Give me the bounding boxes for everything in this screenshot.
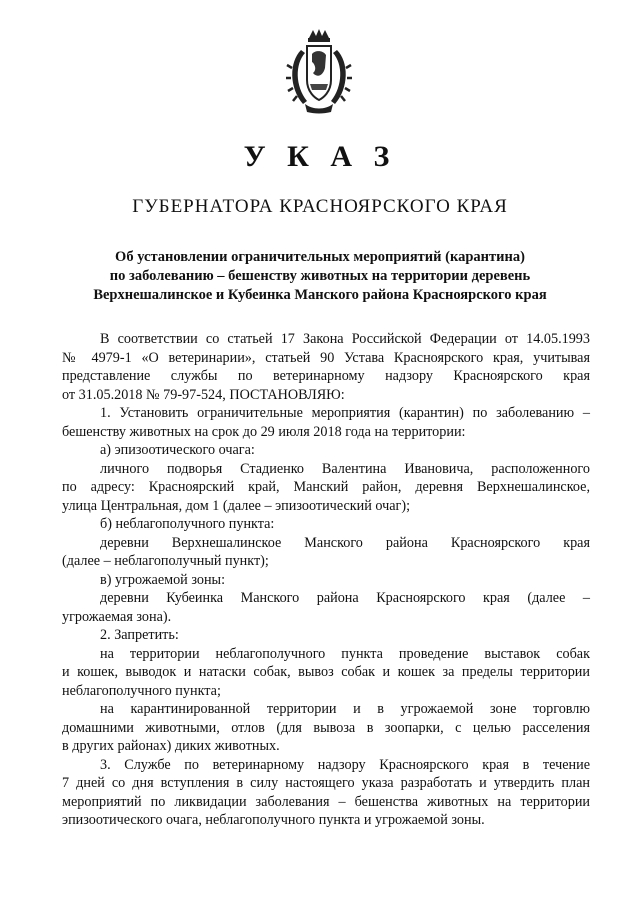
body-line: 7 дней со дня вступления в силу настоящего указа разработать и утвердить план	[62, 775, 590, 791]
body-line: 3. Службе по ветеринарному надзору Красноярского края в течение	[100, 756, 590, 773]
body-line: (далее – неблагополучный пункт);	[62, 553, 269, 569]
document-body	[62, 330, 590, 830]
body-line: домашними животными, отлов (для вывоза в зоопарки, с целью расселения	[62, 719, 590, 736]
document-heading	[60, 248, 580, 305]
heading-line: Об установлении ограничительных мероприятий (карантина)	[115, 249, 525, 265]
body-line: в) угрожаемой зоны:	[100, 571, 226, 588]
body-line: эпизоотического очага, неблагополучного пункта и угрожаемой зоны.	[62, 812, 485, 828]
body-line: деревни Кубеинка Манского района Красноярского края (далее –	[100, 590, 590, 606]
body-line: № 4979-1 «О ветеринарии», статьей 90 Устава Красноярского края, учитывая	[62, 349, 590, 366]
body-line: неблагополучного пункта;	[62, 682, 221, 699]
body-line: мероприятий по ликвидации заболевания – бешенства животных на территории	[62, 793, 590, 810]
body-line: в других районах) диких животных.	[62, 738, 280, 754]
body-line: представление службы по ветеринарному надзору Красноярского края	[62, 368, 590, 384]
body-line: личного подворья Стадиенко Валентина Ивановича, расположенного	[100, 460, 590, 477]
body-line: б) неблагополучного пункта:	[100, 516, 275, 532]
document-title: У К А З	[243, 140, 397, 173]
heading-line: по заболеванию – бешенству животных на территории деревень	[109, 268, 531, 284]
body-line: и кошек, выводок и натаски собак, вывоз собак и кошек за пределы территории	[62, 664, 590, 680]
coat-of-arms-emblem	[283, 28, 355, 114]
body-line: на территории неблагополучного пункта проведение выставок собак	[100, 645, 590, 662]
heading-line: Верхнешалинское и Кубеинка Манского района Красноярского края	[93, 287, 547, 303]
body-line: улица Центральная, дом 1 (далее – эпизоотический очаг);	[62, 497, 411, 514]
body-line: бешенству животных на срок до 29 июля 2018 года на территории:	[62, 423, 466, 440]
body-line: 2. Запретить:	[100, 627, 179, 643]
body-line: а) эпизоотического очага:	[100, 442, 255, 458]
body-line: по адресу: Красноярский край, Манский район, деревня Верхнешалинское,	[62, 479, 590, 495]
document-subtitle: ГУБЕРНАТОРА КРАСНОЯРСКОГО КРАЯ	[132, 196, 508, 217]
body-line: 1. Установить ограничительные мероприятия (карантин) по заболеванию –	[100, 405, 590, 421]
body-line: деревни Верхнешалинское Манского района Красноярского края	[100, 534, 590, 551]
body-line: на карантинированной территории и в угрожаемой зоне торговлю	[100, 701, 590, 717]
body-line: В соответствии со статьей 17 Закона Российской Федерации от 14.05.1993	[100, 331, 590, 347]
body-line: от 31.05.2018 № 79-97-524, ПОСТАНОВЛЯЮ:	[62, 386, 345, 403]
body-line: угрожаемая зона).	[62, 608, 172, 625]
